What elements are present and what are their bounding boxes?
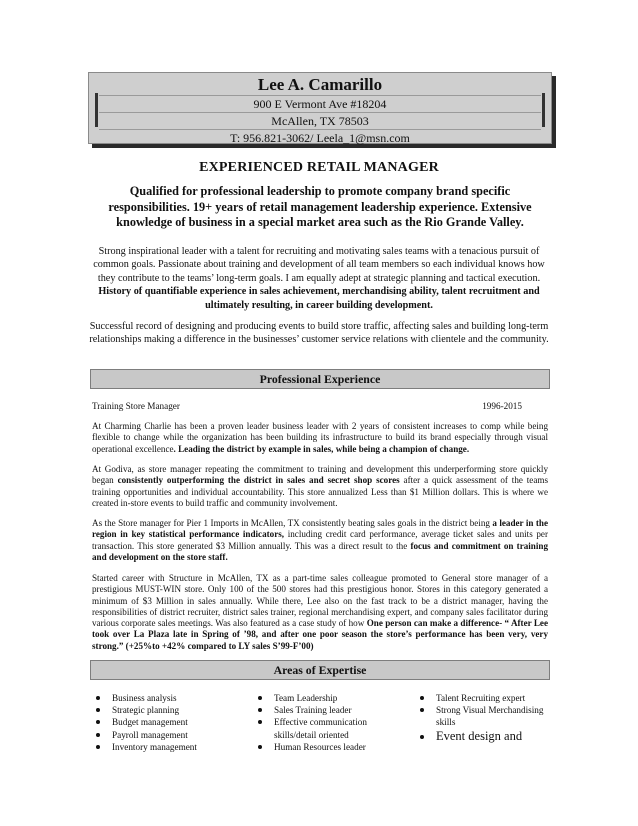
list-item: Sales Training leader bbox=[256, 704, 406, 716]
p1-bold: . Leading the district by example in sales, while being a champion of change. bbox=[173, 443, 470, 454]
p1-text: At Charming Charlie has been a proven leader business leader with 2 years of consistent increases to comp while being flexible to change while the organization has been building its infrastructure to build its brand especially through visual operational excellence bbox=[92, 421, 548, 454]
p3-text-a: As the Store manager for Pier 1 Imports in McAllen, TX consistently beating sales goals in the district being bbox=[92, 518, 493, 528]
p2-text-a: At Godiva, as store manager repeating the commitment to training and development this underperforming store quickly began bbox=[92, 464, 548, 486]
p2-text-b: after a quick assessment of the teams training opportunities and individual accountability. This store annualized Less than $1 Million dollars. This is where we created in-store events to build traffic and community involvement. bbox=[92, 475, 548, 508]
list-item: Event design and bbox=[418, 729, 548, 744]
list-item: Payroll management bbox=[94, 729, 244, 741]
address-line-2: McAllen, TX 78503 bbox=[271, 114, 369, 128]
section-professional-experience: Professional Experience bbox=[90, 369, 550, 389]
expertise-column-3 bbox=[418, 692, 548, 744]
list-item: Business analysis bbox=[94, 692, 244, 704]
expertise-column-1 bbox=[94, 692, 244, 753]
experience-paragraph-charming-charlie bbox=[92, 421, 548, 455]
p3-bold-1: a leader in the region in key statistical performance indicators, bbox=[92, 518, 548, 540]
p4-text: Started career with Structure in McAllen, TX as a part-time sales colleague promoted to General store manager of a prestigious MUST-WIN store. Only 100 of the 500 stores had this prestigious honor. Stores in this category generated a minimum of $3 Million in sales annually. While there, Lee also on the fast track to be a district manager, having the responsibilities of district recruiter, district sales trainer, regional merchandising expert, and company sales facilitator during various corporate sales meetings. Was also featured as a case study of how bbox=[92, 573, 548, 629]
list-item: Effective communication skills/detail oriented bbox=[256, 716, 406, 740]
job-title: Training Store Manager bbox=[92, 401, 180, 411]
list-item: Human Resources leader bbox=[256, 741, 406, 753]
experience-paragraph-pier1 bbox=[92, 518, 548, 563]
p3-bold-2: focus and commitment on training and development on the store staff. bbox=[92, 540, 548, 562]
p3-text-b: including credit card performance, average ticket sales and units per transaction. This store generated $3 Million annually. This was a direct result to the bbox=[92, 529, 548, 551]
experience-paragraph-structure bbox=[92, 573, 548, 652]
resume-title: EXPERIENCED RETAIL MANAGER bbox=[199, 160, 439, 175]
list-item: Team Leadership bbox=[256, 692, 406, 704]
expertise-column-2 bbox=[256, 692, 406, 753]
list-item: Strong Visual Merchandising skills bbox=[418, 704, 548, 728]
candidate-name: Lee A. Camarillo bbox=[257, 75, 383, 94]
summary-bold: History of quantifiable experience in sales achievement, merchandising ability, talent recruitment and ultimately resulting, in career building development. bbox=[98, 286, 540, 311]
address-line-1: 900 E Vermont Ave #18204 bbox=[253, 97, 387, 111]
list-item: Inventory management bbox=[94, 741, 244, 753]
experience-paragraph-godiva bbox=[92, 464, 548, 509]
qualification-statement: Qualified for professional leadership to promote company brand specific responsibilities. 19+ years of retail management leadership experience. Extensive knowledge of business in a special market area such as the Rio Grande Valley. bbox=[108, 184, 532, 229]
summary-text: Strong inspirational leader with a talent for recruiting and motivating sales teams with a tenacious pursuit of common goals. Passionate about training and development of all team members so each individual knows how they contribute to the teams’ long-term goals. I am equally adept at strategic planning and tactical execution. bbox=[93, 246, 545, 284]
job-heading bbox=[92, 401, 522, 412]
summary-paragraph-2: Successful record of designing and producing events to build store traffic, affecting sales and building long-term relationships making a difference in the businesses’ customer service relations with clientele and the community. bbox=[89, 321, 549, 346]
list-item: Talent Recruiting expert bbox=[418, 692, 548, 704]
list-item: Strategic planning bbox=[94, 704, 244, 716]
job-dates: 1996-2015 bbox=[482, 401, 522, 411]
summary-paragraph bbox=[90, 245, 548, 312]
list-item: Budget management bbox=[94, 716, 244, 728]
p2-bold: consistently outperforming the district in sales and secret shop scores bbox=[117, 475, 400, 486]
section-areas-of-expertise: Areas of Expertise bbox=[90, 660, 550, 680]
contact-line: T: 956.821-3062/ Leela_1@msn.com bbox=[230, 131, 410, 145]
contact-header bbox=[88, 72, 552, 144]
p4-bold: One person can make a difference- “ After Lee took over La Plaza late in Spring of ’98, and after one poor season the store’s performance has been very, very strong.” (+25%to +42% compared to LY sales S’99-F’00) bbox=[92, 618, 548, 651]
